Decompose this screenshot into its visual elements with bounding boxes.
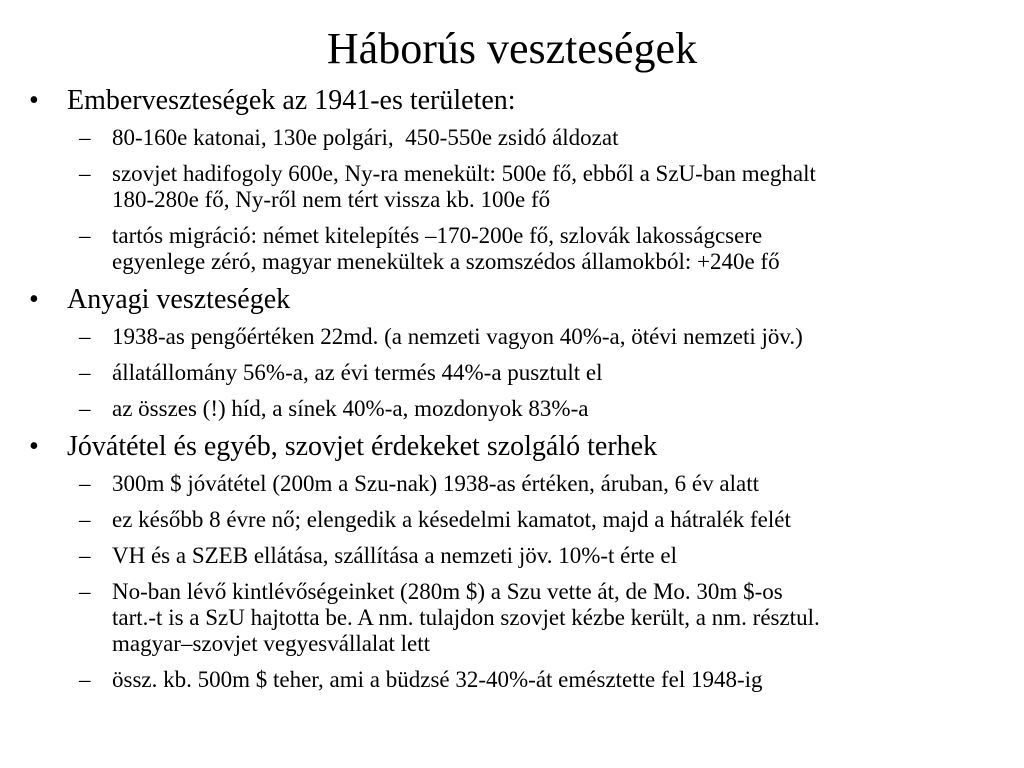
sub-bullet-item <box>0 579 1024 657</box>
sub-bullet-item <box>0 507 1024 533</box>
sub-bullet-item <box>0 360 1024 386</box>
dash-icon: – <box>79 579 91 604</box>
dash-icon: – <box>79 324 91 349</box>
sub-bullet-text: No-ban lévő kintlévőségeinket (280m $) a Szu vette át, de Mo. 30m $-os tart.-t is a SzU hajtotta be. A nm. tulajdon szovjet kézbe került, a nm. résztul. magyar–szovjet vegyesvállalat lett <box>112 579 820 656</box>
sub-bullet-text: tartós migráció: német kitelepítés –170-200e fő, szlovák lakosságcsere egyenlege zéró, magyar menekültek a szomszédos államokból: +240e fő <box>112 223 780 274</box>
dash-icon: – <box>79 396 91 421</box>
bullet-item <box>0 285 1024 315</box>
slide-title: Háborús veszteségek <box>326 24 698 73</box>
bullet-heading: Emberveszteségek az 1941-es területen: <box>67 85 516 116</box>
sub-bullet-item <box>0 667 1024 693</box>
dash-icon: – <box>79 667 91 692</box>
sub-bullet-text: 300m $ jóvátétel (200m a Szu-nak) 1938-as értéken, áruban, 6 év alatt <box>112 471 759 496</box>
bullet-icon: • <box>29 85 39 116</box>
dash-icon: – <box>79 471 91 496</box>
bullet-heading: Jóvátétel és egyéb, szovjet érdekeket szolgáló terhek <box>67 431 658 462</box>
bullet-icon: • <box>29 431 39 462</box>
dash-icon: – <box>79 223 91 248</box>
sub-bullet-item <box>0 396 1024 422</box>
dash-icon: – <box>79 543 91 568</box>
bullet-heading: Anyagi veszteségek <box>67 284 291 315</box>
sub-bullet-text: szovjet hadifogoly 600e, Ny-ra menekült: 500e fő, ebből a SzU-ban meghalt 180-280e fő, Ny-ről nem tért vissza kb. 100e fő <box>112 161 816 212</box>
sub-bullet-item <box>0 543 1024 569</box>
sub-bullet-text: 1938-as pengőértéken 22md. (a nemzeti vagyon 40%-a, ötévi nemzeti jöv.) <box>112 324 803 349</box>
dash-icon: – <box>79 125 91 150</box>
section-human-losses <box>0 86 1024 275</box>
dash-icon: – <box>79 161 91 186</box>
sub-bullet-text: állatállomány 56%-a, az évi termés 44%-a pusztult el <box>112 360 603 385</box>
bullet-item <box>0 432 1024 462</box>
sub-bullet-text: össz. kb. 500m $ teher, ami a büdzsé 32-40%-át emésztette fel 1948-ig <box>112 667 763 692</box>
sub-bullet-item <box>0 161 1024 213</box>
sub-bullet-text: ez később 8 évre nő; elengedik a késedelmi kamatot, majd a hátralék felét <box>112 507 791 532</box>
section-material-losses <box>0 285 1024 422</box>
bullet-item <box>0 86 1024 116</box>
slide-content <box>0 86 1024 703</box>
sub-bullet-text: VH és a SZEB ellátása, szállítása a nemzeti jöv. 10%-t érte el <box>112 543 677 568</box>
dash-icon: – <box>79 360 91 385</box>
sub-bullet-text: 80-160e katonai, 130e polgári, 450-550e zsidó áldozat <box>112 125 619 150</box>
sub-bullet-item <box>0 125 1024 151</box>
section-reparations <box>0 432 1024 693</box>
sub-bullet-item <box>0 324 1024 350</box>
bullet-icon: • <box>29 284 39 315</box>
sub-bullet-item <box>0 223 1024 275</box>
sub-bullet-text: az összes (!) híd, a sínek 40%-a, mozdonyok 83%-a <box>112 396 589 421</box>
dash-icon: – <box>79 507 91 532</box>
sub-bullet-item <box>0 471 1024 497</box>
